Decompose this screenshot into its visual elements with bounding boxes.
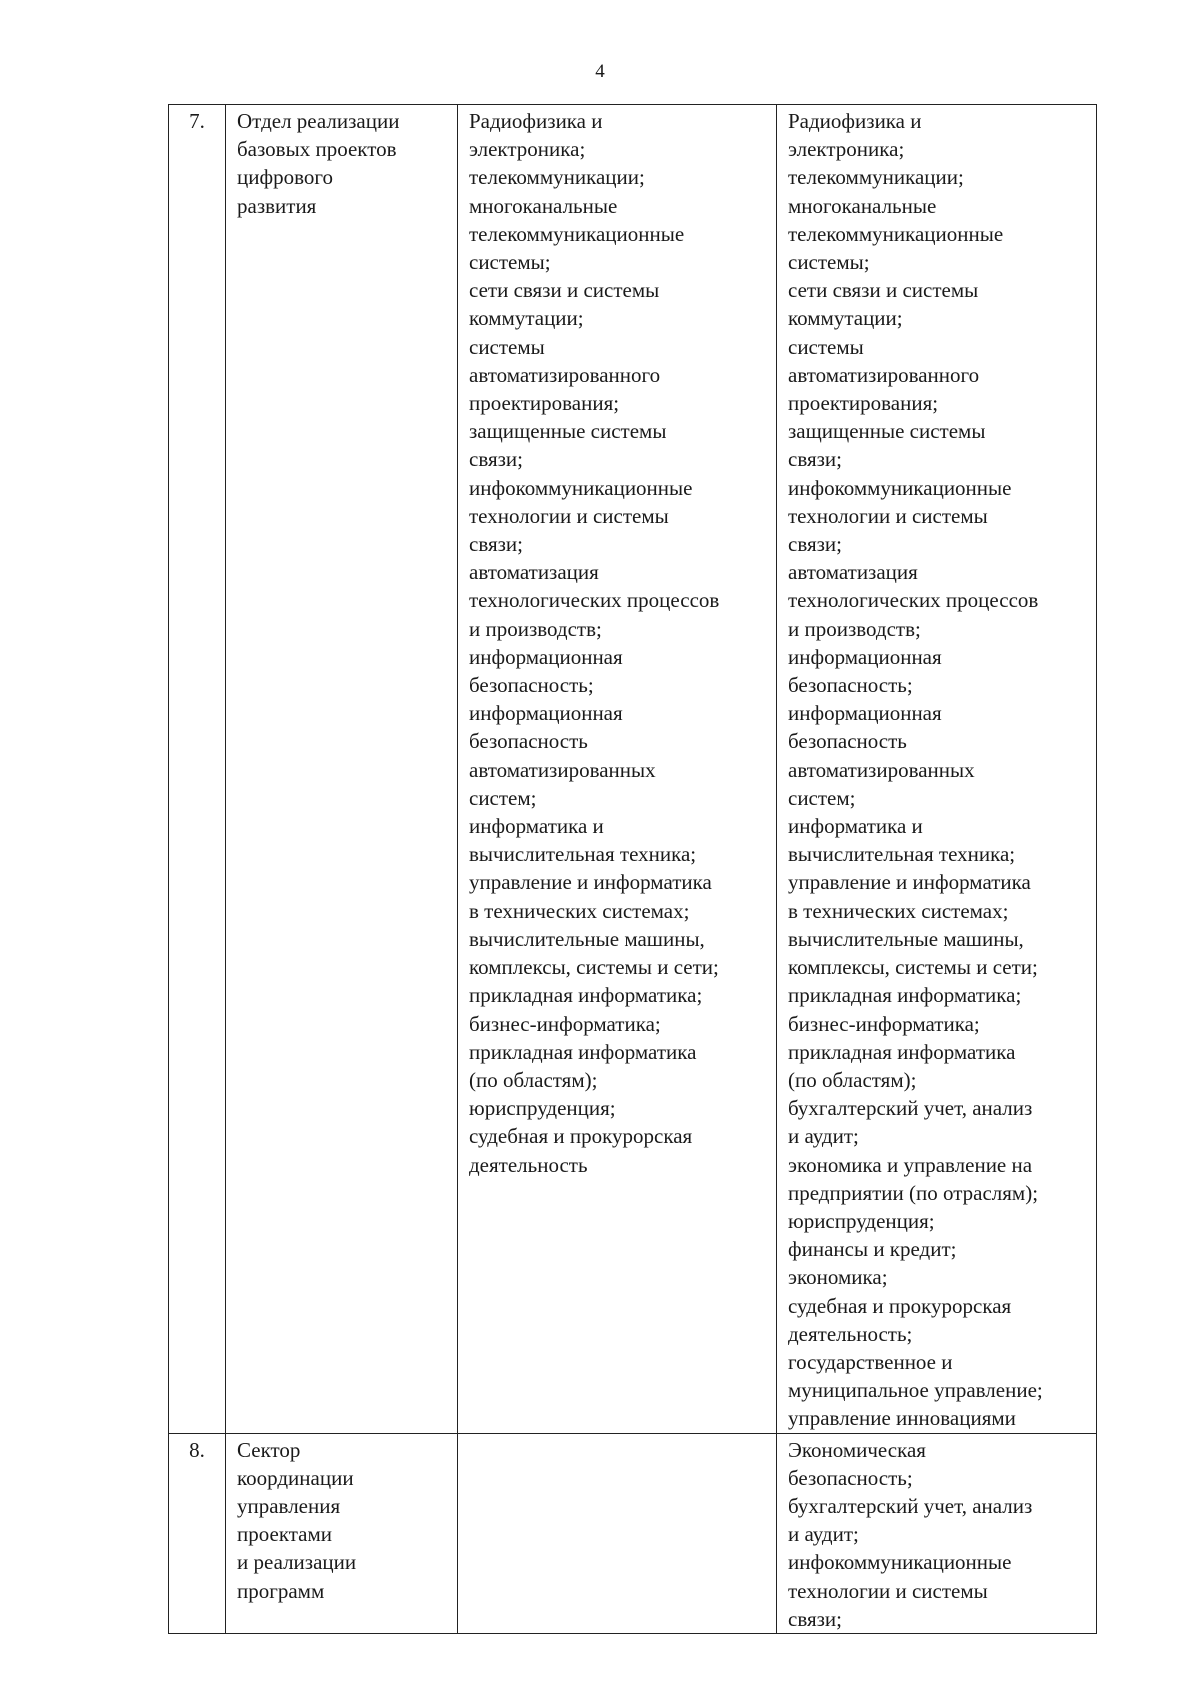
specialties-table bbox=[168, 104, 1097, 1634]
specialties-column-b: Радиофизика и электроника; телекоммуникации; многоканальные телекоммуникационные системы; сети связи и системы коммутации; системы автоматизированного проектирования; защищенные системы связи; инфокоммуникационные технологии и системы связи; автоматизация технологических процессов и производств; информационная безопасность; информационная безопасность автоматизированных систем; информатика и вычислительная техника; управление и информатика в технических системах; вычислительные машины, комплексы, системы и сети; прикладная информатика; бизнес-информатика; прикладная информатика (по областям); бухгалтерский учет, анализ и аудит; экономика и управление на предприятии (по отраслям); юриспруденция; финансы и кредит; экономика; судебная и прокурорская деятельность; государственное и муниципальное управление; управление инновациями bbox=[777, 105, 1097, 1434]
row-number: 8. bbox=[169, 1433, 226, 1633]
specialties-column-a: Радиофизика и электроника; телекоммуникации; многоканальные телекоммуникационные системы; сети связи и системы коммутации; системы автоматизированного проектирования; защищенные системы связи; инфокоммуникационные технологии и системы связи; автоматизация технологических процессов и производств; информационная безопасность; информационная безопасность автоматизированных систем; информатика и вычислительная техника; управление и информатика в технических системах; вычислительные машины, комплексы, системы и сети; прикладная информатика; бизнес-информатика; прикладная информатика (по областям); юриспруденция; судебная и прокурорская деятельность bbox=[458, 105, 777, 1434]
unit-name: Отдел реализации базовых проектов цифрового развития bbox=[226, 105, 458, 1434]
specialties-column-a bbox=[458, 1433, 777, 1633]
table-row bbox=[169, 105, 1097, 1434]
page-number: 4 bbox=[595, 61, 605, 82]
unit-name: Сектор координации управления проектами и реализации программ bbox=[226, 1433, 458, 1633]
row-number: 7. bbox=[169, 105, 226, 1434]
table-row bbox=[169, 1433, 1097, 1633]
specialties-column-b: Экономическая безопасность; бухгалтерский учет, анализ и аудит; инфокоммуникационные технологии и системы связи; bbox=[777, 1433, 1097, 1633]
